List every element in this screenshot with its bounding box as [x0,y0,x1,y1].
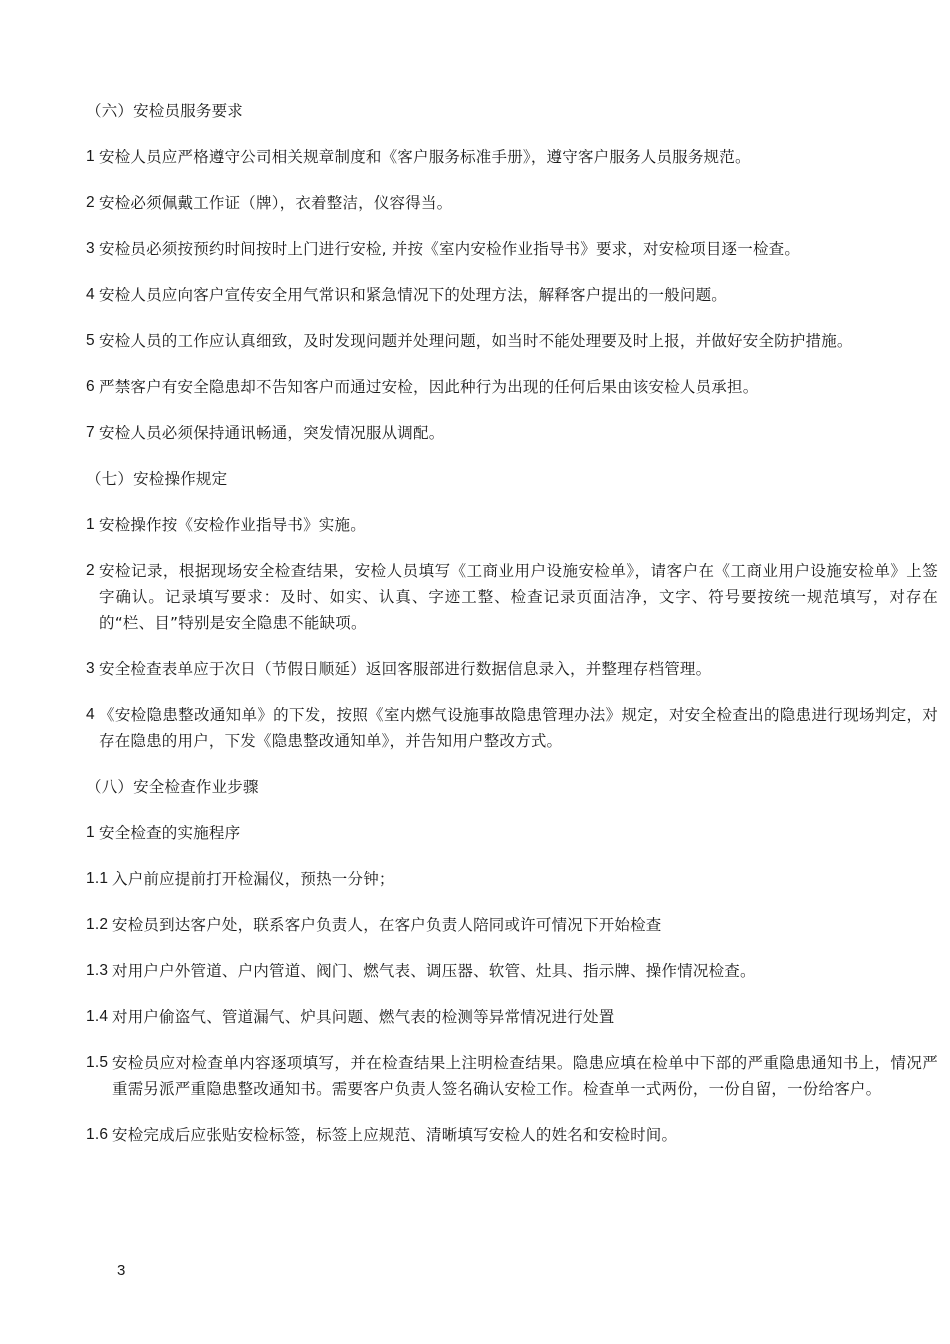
item-text: 安检操作按《安检作业指导书》实施。 [99,516,366,534]
list-item [86,190,938,216]
list-item [86,512,938,538]
item-text: 入户前应提前打开检漏仪，预热一分钟； [112,870,395,888]
item-text: 严禁客户有安全隐患却不告知客户而通过安检，因此种行为出现的任何后果由该安检人员承担。 [99,378,759,396]
item-number: 7 [86,424,95,441]
section-heading-8: （八）安全检查作业步骤 [86,778,259,796]
item-text: 安检员到达客户处，联系客户负责人，在客户负责人陪同或许可情况下开始检查 [112,916,662,934]
item-number: 1.1 [86,870,109,887]
item-number: 4 [86,286,95,303]
list-item [86,1122,938,1148]
list-item [86,702,938,754]
section-heading-7: （七）安检操作规定 [86,470,228,488]
item-number: 5 [86,332,95,349]
item-text: 对用户偷盗气、管道漏气、炉具问题、燃气表的检测等异常情况进行处置 [112,1008,615,1026]
item-number: 1.2 [86,916,109,933]
item-number: 1 [86,824,95,841]
item-number: 3 [86,240,95,257]
item-number: 1 [86,148,95,165]
list-item [86,374,938,400]
item-number: 1.6 [86,1126,109,1143]
item-text: 对用户户外管道、户内管道、阀门、燃气表、调压器、软管、灶具、指示牌、操作情况检查。 [112,962,756,980]
item-text: 安检员应对检查单内容逐项填写，并在检查结果上注明检查结果。隐患应填在检单中下部的严重隐患通知书上，情况严重需另派严重隐患整改通知书。需要客户负责人签名确认安检工作。检查单一式两份，一份自留，一份给客户。 [112,1054,938,1098]
item-text: 安全检查的实施程序 [99,824,241,842]
item-number: 4 [86,706,95,723]
item-number: 3 [86,660,95,677]
item-text: 《安检隐患整改通知单》的下发，按照《室内燃气设施事故隐患管理办法》规定，对安全检查出的隐患进行现场判定，对存在隐患的用户，下发《隐患整改通知单》，并告知用户整改方式。 [99,706,938,750]
item-number: 1.4 [86,1008,109,1025]
item-number: 6 [86,378,95,395]
list-item [86,656,938,682]
item-text: 安全检查表单应于次日（节假日顺延）返回客服部进行数据信息录入，并整理存档管理。 [99,660,712,678]
section-heading-6: （六）安检员服务要求 [86,102,244,120]
list-item [86,1004,938,1030]
item-number: 1.5 [86,1054,109,1071]
item-text: 安检员必须按预约时间按时上门进行安检, 并按《室内安检作业指导书》要求，对安检项目逐一检查。 [99,240,801,258]
list-item [86,236,938,262]
item-text: 安检必须佩戴工作证（牌），衣着整洁，仪容得当。 [99,194,453,212]
list-item [86,912,938,938]
list-item [86,1050,938,1102]
list-item [86,866,938,892]
item-text: 安检人员应向客户宣传安全用气常识和紧急情况下的处理方法，解释客户提出的一般问题。 [99,286,728,304]
item-text: 安检完成后应张贴安检标签，标签上应规范、清晰填写安检人的姓名和安检时间。 [112,1126,678,1144]
document-body [86,98,938,1168]
page-number: 3 [117,1262,126,1279]
list-item [86,820,938,846]
list-item [86,328,938,354]
item-text: 安检人员的工作应认真细致，及时发现问题并处理问题，如当时不能处理要及时上报，并做好安全防护措施。 [99,332,853,350]
item-number: 1 [86,516,95,533]
item-text: 安检人员必须保持通讯畅通，突发情况服从调配。 [99,424,445,442]
list-item [86,558,938,636]
list-item [86,144,938,170]
item-text: 安检记录，根据现场安全检查结果，安检人员填写《工商业用户设施安检单》，请客户在《工商业用户设施安检单》上签字确认。记录填写要求：及时、如实、认真、字迹工整、检查记录页面洁净，文字、符号要按统一规范填写，对存在的“栏、目”特别是安全隐患不能缺项。 [99,562,938,632]
item-number: 2 [86,194,95,211]
list-item [86,282,938,308]
list-item [86,420,938,446]
item-text: 安检人员应严格遵守公司相关规章制度和《客户服务标准手册》，遵守客户服务人员服务规范。 [99,148,751,166]
list-item [86,958,938,984]
item-number: 1.3 [86,962,109,979]
item-number: 2 [86,562,95,579]
